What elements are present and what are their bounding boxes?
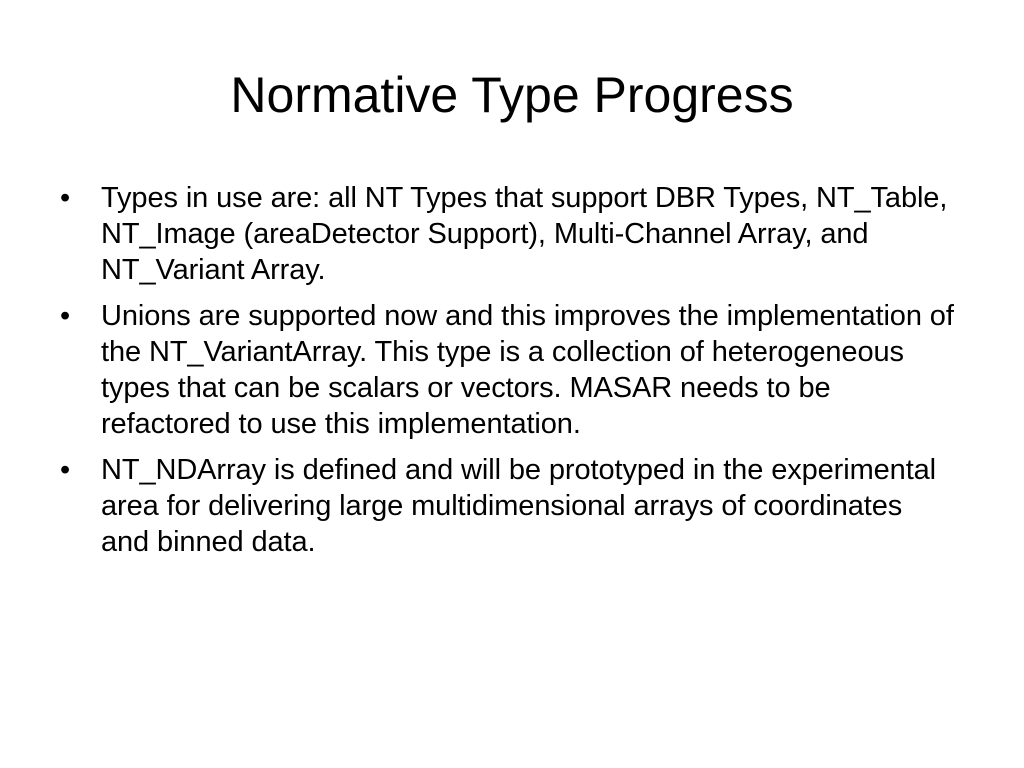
slide-title: Normative Type Progress [230,67,794,123]
bullet-text: Unions are supported now and this improves the implementation of the NT_VariantArray. This type is a collection of heterogeneous types that can be scalars or vectors. MASAR needs to be refactored to use this implementation. [101,300,954,440]
bullet-item-unions [58,298,958,442]
bullet-item-types-in-use [58,180,958,288]
bullet-point-icon: • [60,182,71,214]
bullet-item-ndarray [58,452,958,560]
bullet-point-icon: • [60,300,71,332]
bullet-list [58,180,958,570]
bullet-text: NT_NDArray is defined and will be prototyped in the experimental area for delivering large multidimensional arrays of coordinates and binned data. [101,454,937,558]
bullet-point-icon: • [60,454,71,486]
bullet-text: Types in use are: all NT Types that support DBR Types, NT_Table, NT_Image (areaDetector Support), Multi-Channel Array, and NT_Variant Array. [101,182,948,286]
